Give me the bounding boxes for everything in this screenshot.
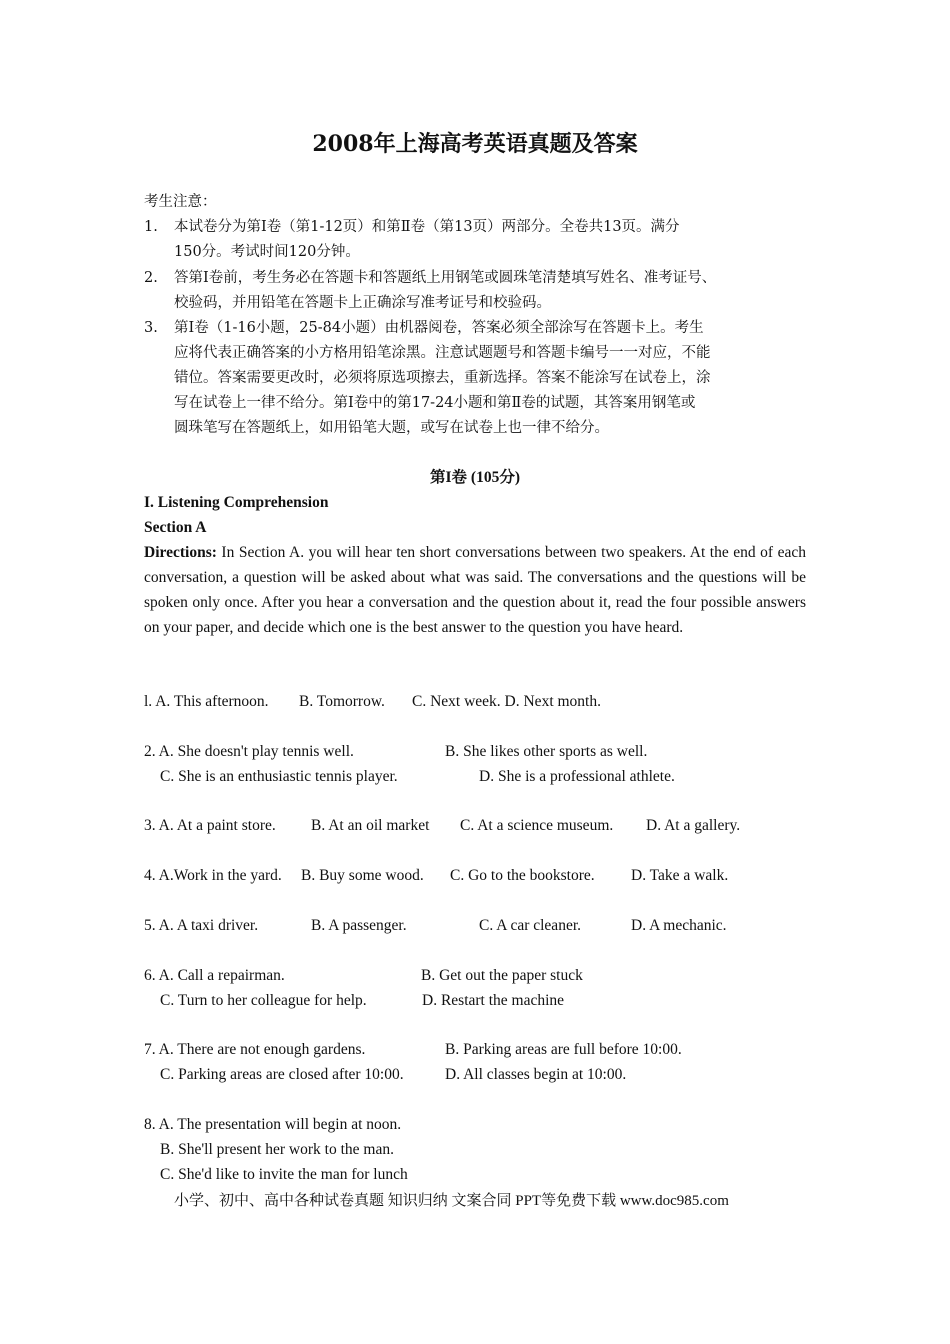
notice-number: 3. [144,320,158,336]
notice-line: 本试卷分为第Ⅰ卷（第1-12页）和第Ⅱ卷（第13页）两部分。全卷共13页。满分 [174,219,680,235]
question-option: 7. A. There are not enough gardens. [144,1041,366,1058]
question-option: 4. A.Work in the yard. [144,867,282,884]
notice-number: 2. [144,270,158,286]
question-option: C. She is an enthusiastic tennis player. [160,768,398,785]
directions-label: Directions: [144,544,217,561]
notice-line: 150分。考试时间120分钟。 [174,244,360,260]
page-title: 2008年上海高考英语真题及答案 [312,131,638,157]
question-option: 2. A. She doesn't play tennis well. [144,743,354,760]
question-option: 6. A. Call a repairman. [144,967,285,984]
subsection-heading: Section A [144,519,207,536]
question-option: B. At an oil market [311,817,430,834]
section-heading: I. Listening Comprehension [144,494,329,511]
question-option: B. She'll present her work to the man. [160,1141,394,1158]
page-footer: 小学、初中、高中各种试卷真题 知识归纳 文案合同 PPT等免费下载 www.doc985.com [174,1193,729,1209]
notice-line: 写在试卷上一律不给分。第Ⅰ卷中的第17-24小题和第Ⅱ卷的试题，其答案用钢笔或 [174,395,696,411]
notice-number: 1. [144,219,158,235]
part-heading: 第I卷 (105分) [430,469,520,486]
notice-line: 圆珠笔写在答题纸上，如用铅笔大题，或写在试卷上也一律不给分。 [174,420,609,436]
question-option: B. Buy some wood. [301,867,424,884]
question-option: D. At a gallery. [646,817,741,834]
question-option: B. A passenger. [311,917,407,934]
question-option: C. She'd like to invite the man for lunch [160,1166,408,1183]
notice-line: 校验码，并用铅笔在答题卡上正确涂写准考证号和校验码。 [174,295,551,311]
directions-paragraph [144,540,806,640]
question-option: D. Take a walk. [631,867,729,884]
question-option: 8. A. The presentation will begin at noon. [144,1116,402,1133]
question-option: C. Go to the bookstore. [450,867,595,884]
question-option: C. At a science museum. [460,817,614,834]
notice-heading: 考生注意： [144,194,217,210]
question-option: B. Parking areas are full before 10:00. [445,1041,682,1058]
question-option: C. Next week. D. Next month. [412,693,601,710]
question-option: 5. A. A taxi driver. [144,917,259,934]
question-option: C. A car cleaner. [479,917,581,934]
question-option: B. She likes other sports as well. [445,743,648,760]
question-option: C. Turn to her colleague for help. [160,992,367,1009]
directions-text: In Section A. you will hear ten short conversations between two speakers. At the end of each conversation, a question will be asked about what was said. The conversations and the questions will be spoken only once. After you hear a conversation and the question about it, read the four possible answers on your paper, and decide which one is the best answer to the question you have heard. [144,544,806,636]
notice-line: 第Ⅰ卷（1-16小题，25-84小题）由机器阅卷，答案必须全部涂写在答题卡上。考生 [174,320,704,336]
notice-line: 错位。答案需要更改时，必须将原选项擦去，重新选择。答案不能涂写在试卷上，涂 [174,370,711,386]
question-option: B. Get out the paper stuck [421,967,583,984]
question-option: D. She is a professional athlete. [479,768,675,785]
question-option: B. Tomorrow. [299,693,385,710]
question-option: D. Restart the machine [422,992,565,1009]
question-option: D. All classes begin at 10:00. [445,1066,627,1083]
notice-line: 应将代表正确答案的小方格用铅笔涂黑。注意试题题号和答题卡编号一一对应，不能 [174,345,711,361]
notice-line: 答第Ⅰ卷前，考生务必在答题卡和答题纸上用钢笔或圆珠笔清楚填写姓名、准考证号、 [174,270,717,286]
question-option: 3. A. At a paint store. [144,817,276,834]
question-option: l. A. This afternoon. [144,693,269,710]
question-option: D. A mechanic. [631,917,727,934]
question-option: C. Parking areas are closed after 10:00. [160,1066,404,1083]
